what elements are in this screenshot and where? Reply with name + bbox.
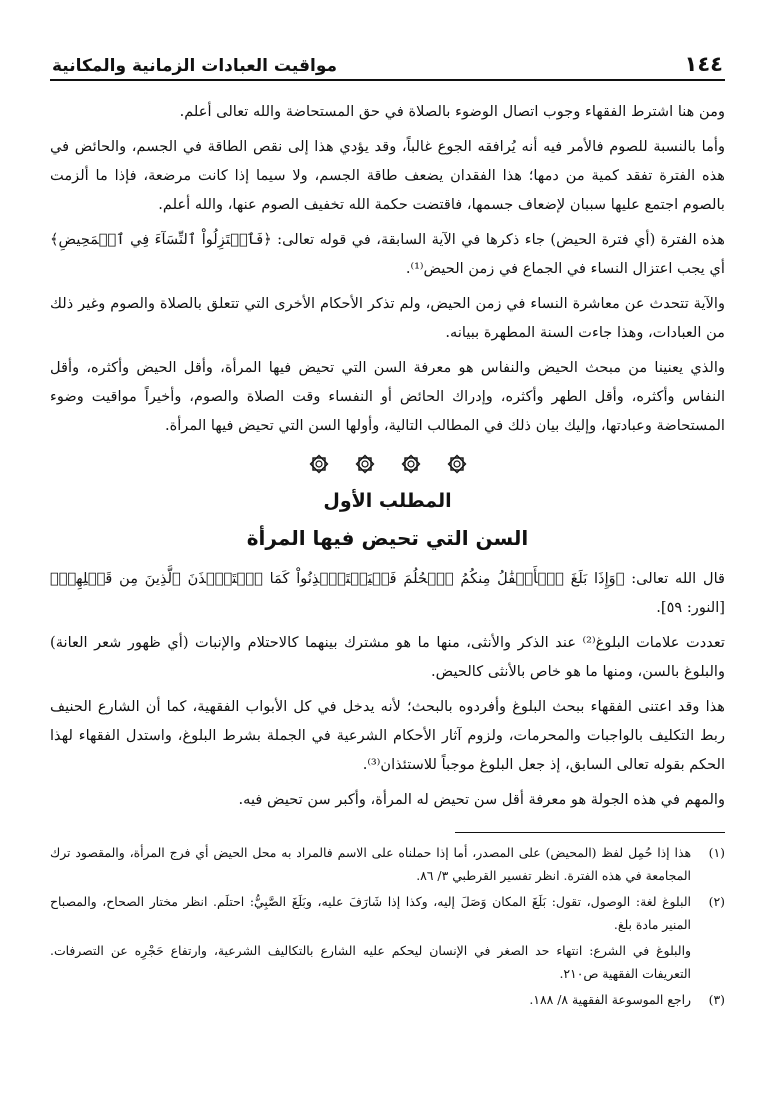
book-page xyxy=(50,42,725,1014)
ornament-icon xyxy=(401,454,421,474)
footnote-text: راجع الموسوعة الفقهية ٨/ ١٨٨. xyxy=(529,992,691,1007)
footnote xyxy=(50,890,725,936)
footnote-text: هذا إذا حُمِل لفظ (المحيض) على المصدر، أما إذا حملناه على الاسم فالمراد به محل الحيض أي فرج المرأة، والمقصود ترك المجامعة في هذه الفترة. انظر تفسير القرطبي ٣/ ٨٦. xyxy=(50,845,691,883)
footnote-number: (٣) xyxy=(708,992,725,1007)
main-text xyxy=(50,97,725,814)
footnote xyxy=(50,988,725,1011)
section-title: المطلب الأول xyxy=(323,490,452,512)
footnote-number: (١) xyxy=(708,845,725,860)
footnote-separator xyxy=(455,832,725,833)
paragraph: هذا وقد اعتنى الفقهاء ببحث البلوغ وأفردوه بالبحث؛ لأنه يدخل في كل الأبواب الفقهية، كما أن الشارع الحنيف ربط التكليف بالواجبات والمحرمات، ولزوم آثار الأحكام الشرعية في الجملة بشرط البلوغ، واستدل الفقهاء لهذا الحكم بقوله تعالى السابق، إذ جعل البلوغ موجباً للاستئذان⁽³⁾. xyxy=(50,698,725,773)
paragraph: وأما بالنسبة للصوم فالأمر فيه أنه يُرافقه الجوع غالباً، وقد يؤدي هذا إلى نقص الطاقة في الجسم، والحائض في هذه الفترة تفقد كمية من دمها؛ هذا الفقدان يضعف طاقة الجسم، ولا سيما إذا كانت مرضعة، فإذا ما ألزمت بالصوم اجتمع عليها سببان لإضعاف جسمها، فاقتضت حكمة الله تخفيف الصوم عنها، والله أعلم. xyxy=(50,138,725,213)
paragraph: قال الله تعالى: ﴿وَإِذَا بَلَغَ ٱلۡأَطۡفَٰلُ مِنكُمُ ٱلۡحُلُمَ فَلۡيَسۡتَـٔۡذِنُواْ كَمَا ٱسۡتَـٔۡذَنَ ٱلَّذِينَ مِن قَبۡلِهِمۡ﴾ [النور: ٥٩]. xyxy=(50,570,725,616)
paragraph: ومن هنا اشترط الفقهاء وجوب اتصال الوضوء بالصلاة في حق المستحاضة والله تعالى أعلم. xyxy=(179,103,725,120)
paragraph: والآية تتحدث عن معاشرة النساء في زمن الحيض، ولم تذكر الأحكام الأخرى التي تتعلق بالصلاة والصوم وغير ذلك من العبادات، وهذا جاءت السنة المطهرة ببيانه. xyxy=(50,295,725,341)
footnote xyxy=(50,841,725,887)
ornament-icon xyxy=(355,454,375,474)
ornament-icon xyxy=(309,454,329,474)
running-title: مواقيت العبادات الزمانية والمكانية xyxy=(52,56,337,76)
page-number: ١٤٤ xyxy=(684,52,723,76)
footnote-number: (٢) xyxy=(708,894,725,909)
footnote-continuation: والبلوغ في الشرع: انتهاء حد الصغر في الإنسان ليحكم عليه الشارع بالتكاليف الشرعية، وارتفاع حَجْرِه عن التصرفات. التعريفات الفقهية ص٢١٠. xyxy=(50,943,691,981)
subsection-title: السن التي تحيض فيها المرأة xyxy=(246,526,529,550)
paragraph: والمهم في هذه الجولة هو معرفة أقل سن تحيض له المرأة، وأكبر سن تحيض فيه. xyxy=(238,791,725,808)
ornament-icon xyxy=(447,454,467,474)
section-divider xyxy=(50,454,725,474)
running-header xyxy=(50,42,725,81)
paragraph: تعددت علامات البلوغ⁽²⁾ عند الذكر والأنثى، منها ما هو مشترك بينهما كالاحتلام والإنبات (أي ظهور شعر العانة) والبلوغ بالسن، ومنها ما هو خاص بالأنثى كالحيض. xyxy=(50,634,725,680)
footnote-text: البلوغ لغة: الوصول، تقول: بَلَغَ المكان وَصَلَ إليه، وكذا إذا شَارَفَ عليه، وبَلَغَ الصَّبِيُّ: احتلَم. انظر مختار الصحاح، والمصباح المنير مادة بلغ. xyxy=(50,894,691,932)
paragraph: هذه الفترة (أي فترة الحيض) جاء ذكرها في الآية السابقة، في قوله تعالى: ﴿فَٱعۡتَزِلُواْ ٱلنِّسَآءَ فِي ٱلۡمَحِيضِ﴾ أي يجب اعتزال النساء في الجماع في زمن الحيض⁽¹⁾. xyxy=(50,231,725,277)
paragraph: والذي يعنينا من مبحث الحيض والنفاس هو معرفة السن التي تحيض فيها المرأة، وأقل الحيض وأكثره، وأقل النفاس وأكثره، وأقل الطهر وأكثره، وإدراك الحائض أو النفساء وقت الصلاة والصوم، وأخيراً مواقيت وضوء المستحاضة وعبادتها، وإليك بيان ذلك في المطالب التالية، وأولها السن التي تحيض فيها المرأة. xyxy=(50,359,725,434)
footnotes xyxy=(50,841,725,1011)
